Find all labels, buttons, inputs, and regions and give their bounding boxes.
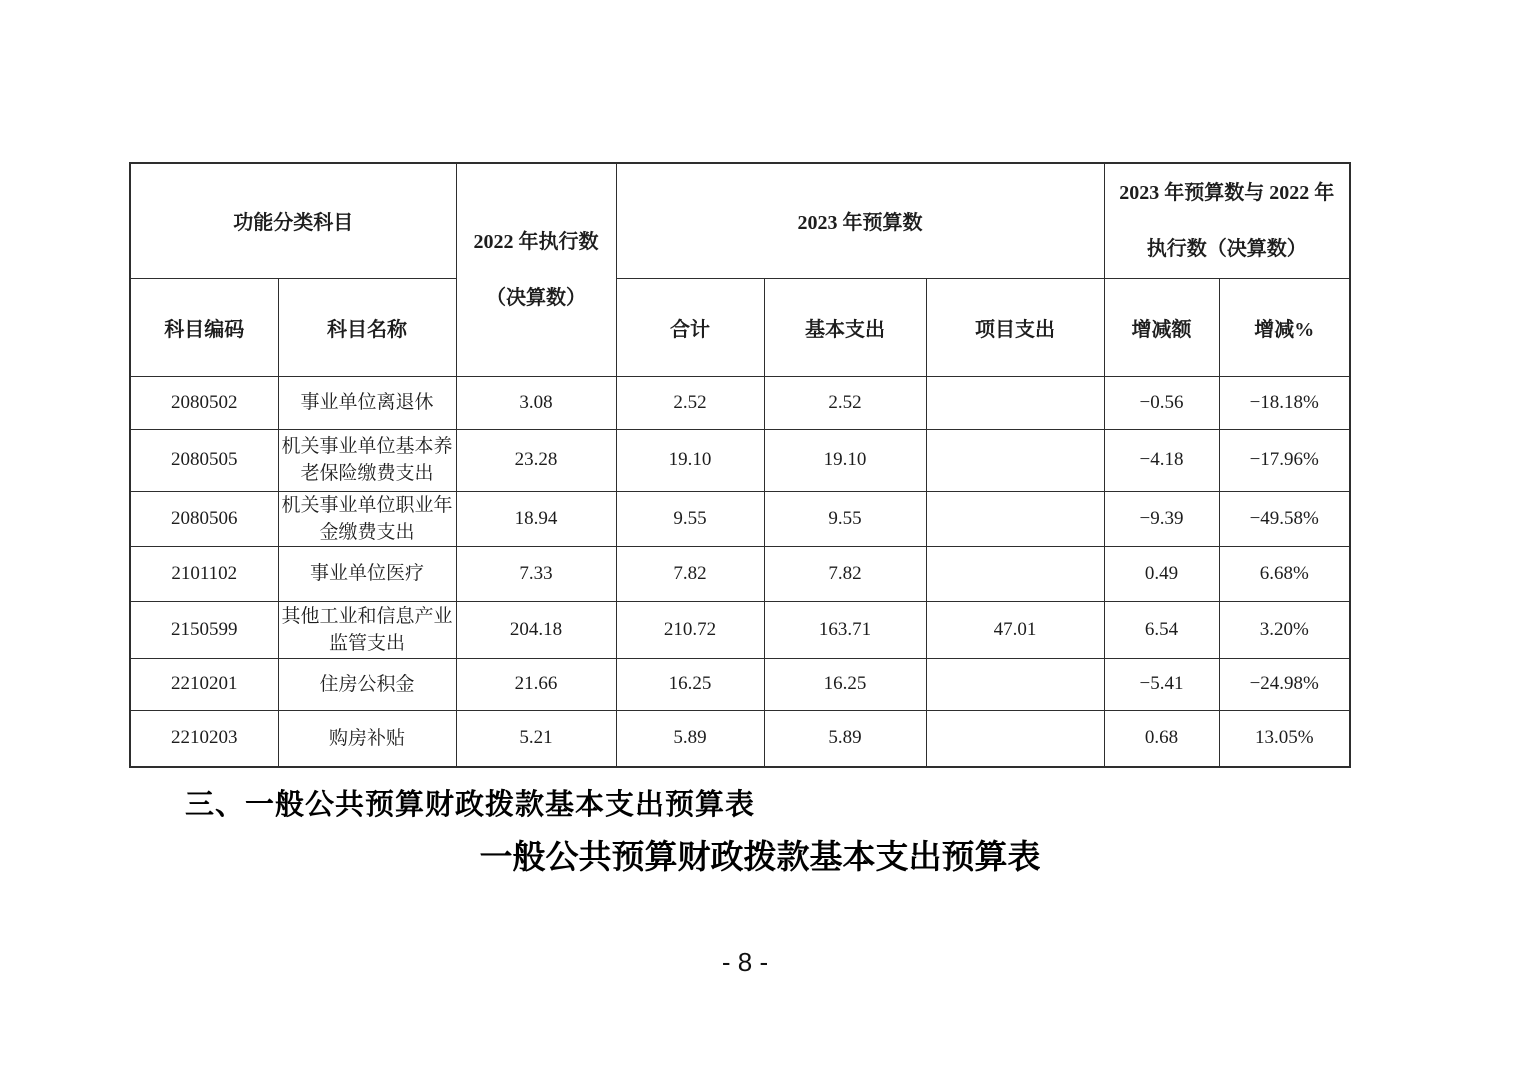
header-exec-2022 [456, 163, 616, 376]
table-title: 一般公共预算财政拨款基本支出预算表 [479, 840, 1041, 876]
section-heading: 三、一般公共预算财政拨款基本支出预算表 [185, 789, 756, 821]
header-compare [1104, 163, 1350, 278]
header-delta-pct: 增减% [1219, 278, 1350, 376]
header-compare-line2: 执行数（决算数） [1146, 237, 1307, 260]
header-code: 科目编码 [130, 278, 278, 376]
page-number: - 8 - [721, 947, 769, 977]
cell-delta: −9.39 [1104, 491, 1219, 546]
header-compare-line1: 2023 年预算数与 2022 年 [1119, 181, 1335, 204]
table-row [130, 658, 1350, 710]
header-exec-2022-line2: （决算数） [486, 286, 586, 309]
cell-code: 2080502 [130, 376, 278, 429]
table-row [130, 710, 1350, 767]
header-basic: 基本支出 [764, 278, 926, 376]
header-exec-2022-line1: 2022 年执行数 [473, 230, 599, 253]
cell-exec2022: 21.66 [456, 658, 616, 710]
table-row [130, 601, 1350, 658]
cell-name: 其他工业和信息产业监管支出 [278, 601, 456, 658]
header-project: 项目支出 [926, 278, 1104, 376]
cell-name: 购房补贴 [278, 710, 456, 767]
header-name: 科目名称 [278, 278, 456, 376]
cell-code: 2210203 [130, 710, 278, 767]
cell-project [926, 491, 1104, 546]
cell-project [926, 710, 1104, 767]
cell-exec2022: 23.28 [456, 429, 616, 491]
cell-basic: 163.71 [764, 601, 926, 658]
table-row [130, 429, 1350, 491]
header-total: 合计 [616, 278, 764, 376]
cell-basic: 5.89 [764, 710, 926, 767]
cell-total: 16.25 [616, 658, 764, 710]
cell-exec2022: 5.21 [456, 710, 616, 767]
header-delta: 增减额 [1104, 278, 1219, 376]
cell-code: 2150599 [130, 601, 278, 658]
cell-basic: 7.82 [764, 546, 926, 601]
cell-delta: −4.18 [1104, 429, 1219, 491]
cell-project [926, 429, 1104, 491]
cell-total: 5.89 [616, 710, 764, 767]
cell-total: 9.55 [616, 491, 764, 546]
cell-name: 住房公积金 [278, 658, 456, 710]
cell-delta: −5.41 [1104, 658, 1219, 710]
cell-exec2022: 3.08 [456, 376, 616, 429]
cell-code: 2080506 [130, 491, 278, 546]
cell-name: 机关事业单位基本养老保险缴费支出 [278, 429, 456, 491]
cell-name: 事业单位医疗 [278, 546, 456, 601]
cell-delta: −0.56 [1104, 376, 1219, 429]
cell-name: 机关事业单位职业年金缴费支出 [278, 491, 456, 546]
header-func-class: 功能分类科目 [130, 163, 456, 278]
cell-total: 210.72 [616, 601, 764, 658]
table-row [130, 376, 1350, 429]
cell-basic: 2.52 [764, 376, 926, 429]
cell-exec2022: 7.33 [456, 546, 616, 601]
header-row-2 [130, 278, 1350, 376]
cell-delta: 6.54 [1104, 601, 1219, 658]
cell-delta-pct: 3.20% [1219, 601, 1350, 658]
cell-exec2022: 18.94 [456, 491, 616, 546]
cell-delta-pct: −49.58% [1219, 491, 1350, 546]
header-row-1 [130, 163, 1350, 278]
cell-basic: 19.10 [764, 429, 926, 491]
cell-delta: 0.68 [1104, 710, 1219, 767]
table-row [130, 491, 1350, 546]
cell-delta-pct: 6.68% [1219, 546, 1350, 601]
cell-delta-pct: −17.96% [1219, 429, 1350, 491]
header-budget-2023: 2023 年预算数 [616, 163, 1104, 278]
cell-delta: 0.49 [1104, 546, 1219, 601]
cell-delta-pct: −18.18% [1219, 376, 1350, 429]
cell-total: 19.10 [616, 429, 764, 491]
cell-project [926, 658, 1104, 710]
cell-name: 事业单位离退休 [278, 376, 456, 429]
budget-table [129, 162, 1351, 768]
cell-project [926, 376, 1104, 429]
cell-code: 2210201 [130, 658, 278, 710]
cell-code: 2080505 [130, 429, 278, 491]
cell-basic: 9.55 [764, 491, 926, 546]
cell-total: 7.82 [616, 546, 764, 601]
cell-project: 47.01 [926, 601, 1104, 658]
cell-delta-pct: −24.98% [1219, 658, 1350, 710]
table-row [130, 546, 1350, 601]
cell-basic: 16.25 [764, 658, 926, 710]
cell-total: 2.52 [616, 376, 764, 429]
cell-exec2022: 204.18 [456, 601, 616, 658]
cell-code: 2101102 [130, 546, 278, 601]
cell-delta-pct: 13.05% [1219, 710, 1350, 767]
cell-project [926, 546, 1104, 601]
